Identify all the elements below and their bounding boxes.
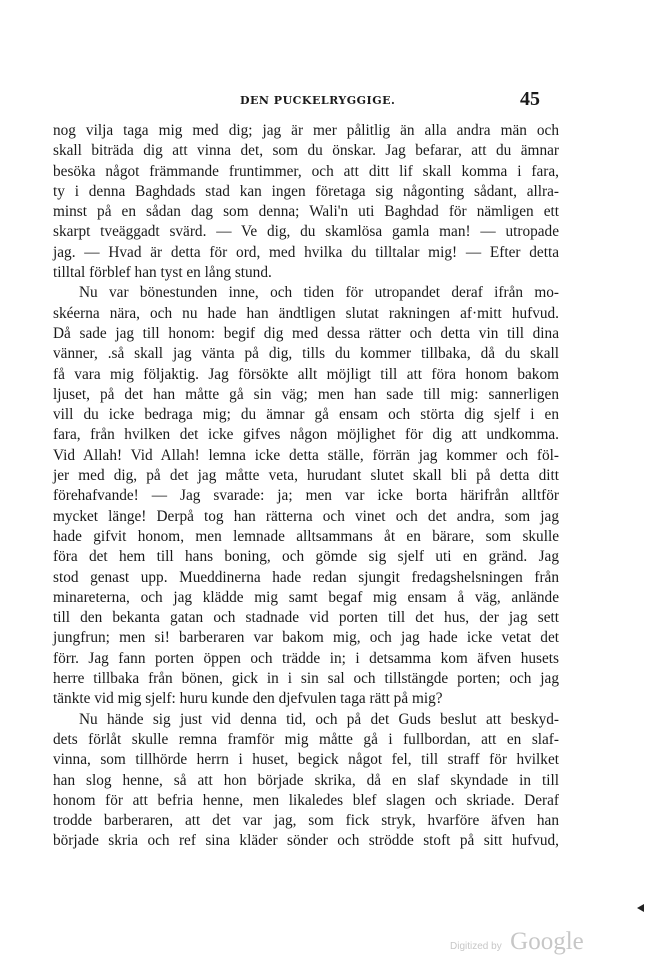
text-line: förr. Jag fann porten öppen och trädde in; i detsamma kom äfven husets: [53, 649, 559, 667]
text-line: dets förlåt skulle remna framför mig måtte gå i fullbordan, att en slaf-: [53, 730, 559, 748]
body-text: [53, 121, 559, 852]
running-title: DEN PUCKELRYGGIGE.: [240, 94, 396, 107]
text-line: vinna, som tillhörde herrn i huset, begick något fel, till straff för hvilket: [53, 751, 559, 769]
text-line: jungfrun; men si! barberaren var bakom mig, och jag hade icke vetat det: [53, 629, 559, 647]
text-line: Då sade jag till honom: begif dig med dessa rätter och detta vin till dina: [53, 324, 559, 342]
text-line: fara, från hvilken det icke gifves någon möjlighet för dig att undkomma.: [53, 426, 559, 444]
text-line: ty i denna Baghdads stad kan ingen företaga sig någonting sådant, allra-: [53, 182, 559, 200]
text-line: mycket länge! Derpå tog han rätterna och vinet och det andra, som jag: [53, 507, 559, 525]
text-line: han slog henne, så att hon började skrika, då en slaf skyndade in till: [53, 771, 559, 789]
text-line: började skria och ref sina kläder sönder och strödde stoft på sitt hufvud,: [53, 832, 559, 850]
digitized-watermark: [450, 928, 584, 956]
text-line: förehafvande! — Jag svarade: ja; men var icke borta härifrån alltför: [53, 487, 559, 505]
text-line: skall biträda dig att vinna det, som du önskar. Jag befarar, att du ämnar: [53, 142, 559, 160]
text-line: minareterna, och jag klädde mig samt begaf mig ensam å väg, anlände: [53, 588, 559, 606]
text-line: stod genast upp. Mueddinerna hade redan sjungit fredagshelsningen från: [53, 568, 559, 586]
running-head: [0, 88, 665, 112]
page-number: 45: [520, 88, 540, 110]
text-line: honom för att befria henne, men likaledes blef slagen och skriade. Deraf: [53, 791, 559, 809]
text-line: jer med dig, på det jag måtte veta, hurudant slutet skall bli på detta ditt: [53, 467, 559, 485]
text-line: hade gifvit honom, men lemnade alltsammans åt en bärare, som skulle: [53, 527, 559, 545]
text-line: Vid Allah! Vid Allah! lemna icke detta ställe, förrän jag kommer och föl-: [53, 446, 559, 464]
text-line: minst på en sådan dag som denna; Wali'n uti Baghdad för nämligen ett: [53, 203, 559, 221]
page-edge-mark: [637, 904, 644, 912]
text-line: föra det hem till hans boning, och gömde sig sjelf uti en gränd. Jag: [53, 548, 559, 566]
text-line: vill du icke bedraga mig; du ämnar gå ensam och störta dig sjelf i en: [53, 406, 559, 424]
text-line: vänner, .så skall jag vänta på dig, tills du kommer tillbaka, då du skall: [53, 345, 559, 363]
text-line: till den bekanta gatan och stadnade vid porten till det hus, der jag sett: [53, 609, 559, 627]
text-line: herre tillbaka från bönen, gick in i sin sal och tillstängde porten; och jag: [53, 670, 559, 688]
text-line: trodde barberaren, att det var jag, som fick stryk, hvarföre äfven han: [53, 812, 559, 830]
text-line: besöka något främmande fruntimmer, och att ditt lif skall komma i fara,: [53, 162, 559, 180]
google-logo: Google: [510, 928, 584, 955]
text-line: tänkte vid mig sjelf: huru kunde den djefvulen taga rätt på mig?: [53, 690, 443, 708]
text-line: tilltal förblef han tyst en lång stund.: [53, 264, 272, 282]
text-line: skarpt tveäggadt svärd. — Ve dig, du skamlösa gamla man! — utropade: [53, 223, 559, 241]
text-line: få vara mig följaktig. Jag försökte allt möjligt till att föra honom bakom: [53, 365, 559, 383]
text-line: nog vilja taga mig med dig; jag är mer pålitlig än alla andra män och: [53, 122, 559, 139]
text-line: Nu hände sig just vid denna tid, och på det Guds beslut att beskyd-: [79, 710, 559, 728]
text-line: Nu var bönestunden inne, och tiden för utropandet deraf ifrån mo-: [79, 284, 559, 302]
text-line: ljuset, på det han måtte gå sin väg; men han sade till mig: sannerligen: [53, 385, 559, 403]
watermark-prefix: Digitized by: [450, 941, 502, 952]
text-line: skéerna nära, och nu hade han ändtligen slutat rakningen af·mitt hufvud.: [53, 304, 559, 322]
text-line: jag. — Hvad är detta för ord, med hvilka du tilltalar mig! — Efter detta: [53, 243, 559, 261]
